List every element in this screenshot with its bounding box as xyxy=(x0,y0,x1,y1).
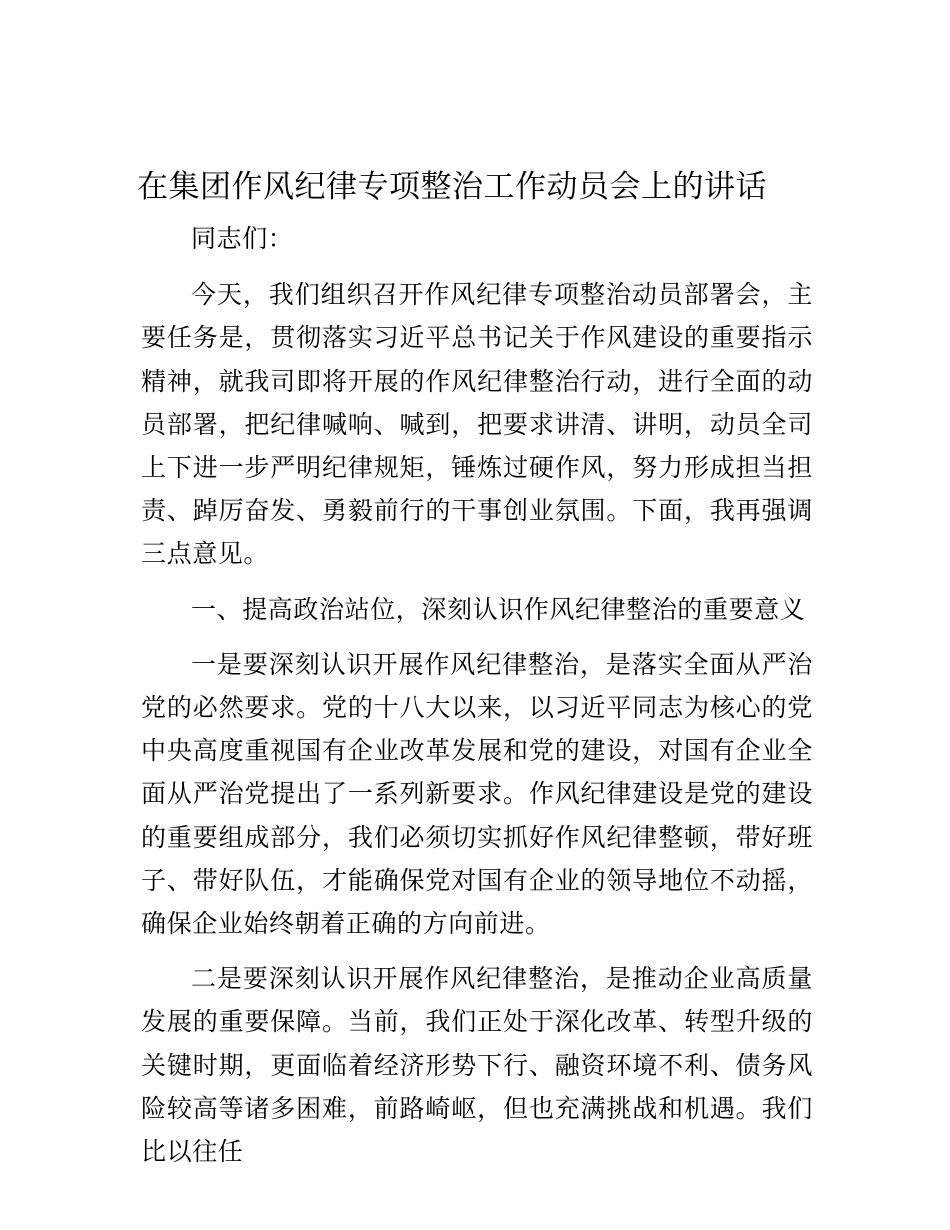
paragraph-intro: 今天，我们组织召开作风纪律专项整治动员部署会，主要任务是，贯彻落实习近平总书记关于作风建设的重要指示精神，就我司即将开展的作风纪律整治行动，进行全面的动员部署，把纪律喊响、喊到，把要求讲清、讲明，动员全司上下进一步严明纪律规矩，锤炼过硬作风，努力形成担当担责、踔厉奋发、勇毅前行的干事创业氛围。下面，我再强调三点意见。 xyxy=(141,280,813,569)
paragraph-point-2: 二是要深刻认识开展作风纪律整治，是推动企业高质量发展的重要保障。当前，我们正处于深化改革、转型升级的关键时期，更面临着经济形势下行、融资环境不利、债务风险较高等诸多困难，前路崎岖，但也充满挑战和机遇。我们比以往任 xyxy=(141,964,813,1167)
salutation: 同志们： xyxy=(191,224,294,253)
document-title: 在集团作风纪律专项整治工作动员会上的讲话 xyxy=(137,169,767,205)
document-page xyxy=(137,165,813,1173)
section-heading-1: 一、提高政治站位，深刻认识作风纪律整治的重要意义 xyxy=(191,594,806,624)
paragraph-point-1: 一是要深刻认识开展作风纪律整治，是落实全面从严治党的必然要求。党的十八大以来，以习近平同志为核心的党中央高度重视国有企业改革发展和党的建设，对国有企业全面从严治党提出了一系列新要求。作风纪律建设是党的建设的重要组成部分，我们必须切实抓好作风纪律整顿，带好班子、带好队伍，才能确保党对国有企业的领导地位不动摇，确保企业始终朝着正确的方向前进。 xyxy=(141,649,813,939)
